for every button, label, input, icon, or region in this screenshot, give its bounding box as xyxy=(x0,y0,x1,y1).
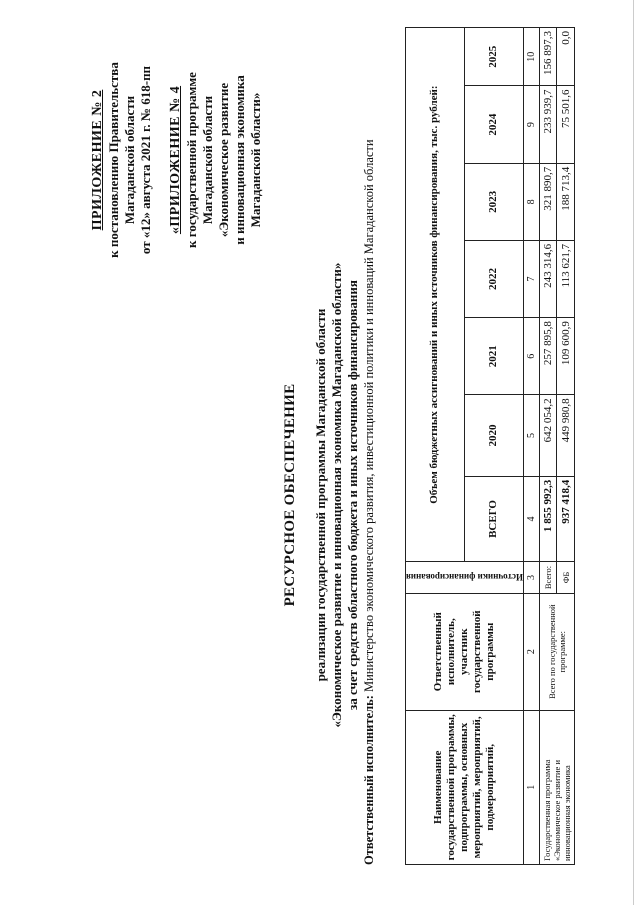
row-total: 937 418,4 xyxy=(557,476,575,562)
header-year: 2025 xyxy=(464,28,523,87)
appendix-block xyxy=(90,25,264,295)
appendix-line: к постановлению Правительства xyxy=(106,62,121,258)
title-line: реализации государственной программы Магаданской области xyxy=(313,308,328,682)
resource-table xyxy=(405,27,575,865)
header-year: 2024 xyxy=(464,86,523,163)
title-line: за счет средств областного бюджета и иных источников финансирования xyxy=(345,280,360,710)
row-value-2022: 243 314,6 xyxy=(539,240,557,317)
row-executor: Всего по государственной программе: xyxy=(539,593,574,710)
header-source-text: Источники финансирования xyxy=(406,572,523,583)
appendix-line: к государственной программе xyxy=(184,72,199,248)
column-number: 2 xyxy=(523,593,539,710)
column-number: 5 xyxy=(523,395,539,476)
responsible-executor xyxy=(362,25,377,865)
header-year: 2020 xyxy=(464,395,523,476)
row-value-2025: 156 897,3 xyxy=(539,28,557,87)
column-number: 6 xyxy=(523,318,539,395)
column-number: 10 xyxy=(523,28,539,87)
header-executor: Ответственный исполнитель, участник государственной программы xyxy=(406,593,524,710)
row-value-2025: 0,0 xyxy=(557,28,575,87)
header-year: 2022 xyxy=(464,240,523,317)
appendix-line: Магаданской области» xyxy=(248,92,263,228)
row-program-name: Государственная программа «Экономическое развитие и инновационная экономика xyxy=(539,710,574,864)
appendix-line: и инновационная экономика xyxy=(232,75,247,245)
row-value-2023: 321 890,7 xyxy=(539,163,557,240)
header-total: ВСЕГО xyxy=(464,476,523,562)
page-edge-line xyxy=(633,0,634,905)
column-number: 7 xyxy=(523,240,539,317)
column-number: 3 xyxy=(523,562,539,594)
row-value-2023: 188 713,4 xyxy=(557,163,575,240)
title-heading: РЕСУРСНОЕ ОБЕСПЕЧЕНИЕ xyxy=(282,383,298,607)
row-value-2024: 233 939,7 xyxy=(539,86,557,163)
appendix-number: ПРИЛОЖЕНИЕ № 2 xyxy=(90,89,105,231)
row-value-2021: 257 895,8 xyxy=(539,318,557,395)
header-volume: Объем бюджетных ассигнований и иных источников финансирования, тыс. рублей: xyxy=(406,28,465,562)
appendix-date: от «12» августа 2021 г. № 618-пп xyxy=(138,65,153,255)
row-value-2022: 113 621,7 xyxy=(557,240,575,317)
header-year: 2023 xyxy=(464,163,523,240)
row-value-2024: 75 501,6 xyxy=(557,86,575,163)
row-value-2021: 109 600,9 xyxy=(557,318,575,395)
column-number: 9 xyxy=(523,86,539,163)
header-name: Наименование государственной программы, подпрограммы, основных мероприятий, мероприятий, подмероприятий, xyxy=(406,710,524,864)
row-value-2020: 642 054,2 xyxy=(539,395,557,476)
column-number: 8 xyxy=(523,163,539,240)
appendix-line: «Экономическое развитие xyxy=(216,82,231,238)
executor-text: Министерство экономического развития, инвестиционной политики и инноваций Магаданской области xyxy=(362,139,376,696)
appendix-line: Магаданской области xyxy=(200,95,215,225)
appendix-number-2: «ПРИЛОЖЕНИЕ № 4 xyxy=(168,85,183,235)
header-year: 2021 xyxy=(464,318,523,395)
executor-label: Ответственный исполнитель: xyxy=(362,695,376,865)
row-source: ФБ xyxy=(557,562,575,594)
row-total: 1 855 992,3 xyxy=(539,476,557,562)
document-title xyxy=(282,175,361,815)
row-source: Всего: xyxy=(539,562,557,594)
header-source xyxy=(406,562,524,594)
column-number: 1 xyxy=(523,710,539,864)
table-row xyxy=(539,28,557,865)
row-value-2020: 449 980,8 xyxy=(557,395,575,476)
column-number: 4 xyxy=(523,476,539,562)
appendix-line: Магаданской области xyxy=(122,95,137,225)
title-line: «Экономическое развитие и инновационная экономика Магаданской области» xyxy=(329,262,344,728)
